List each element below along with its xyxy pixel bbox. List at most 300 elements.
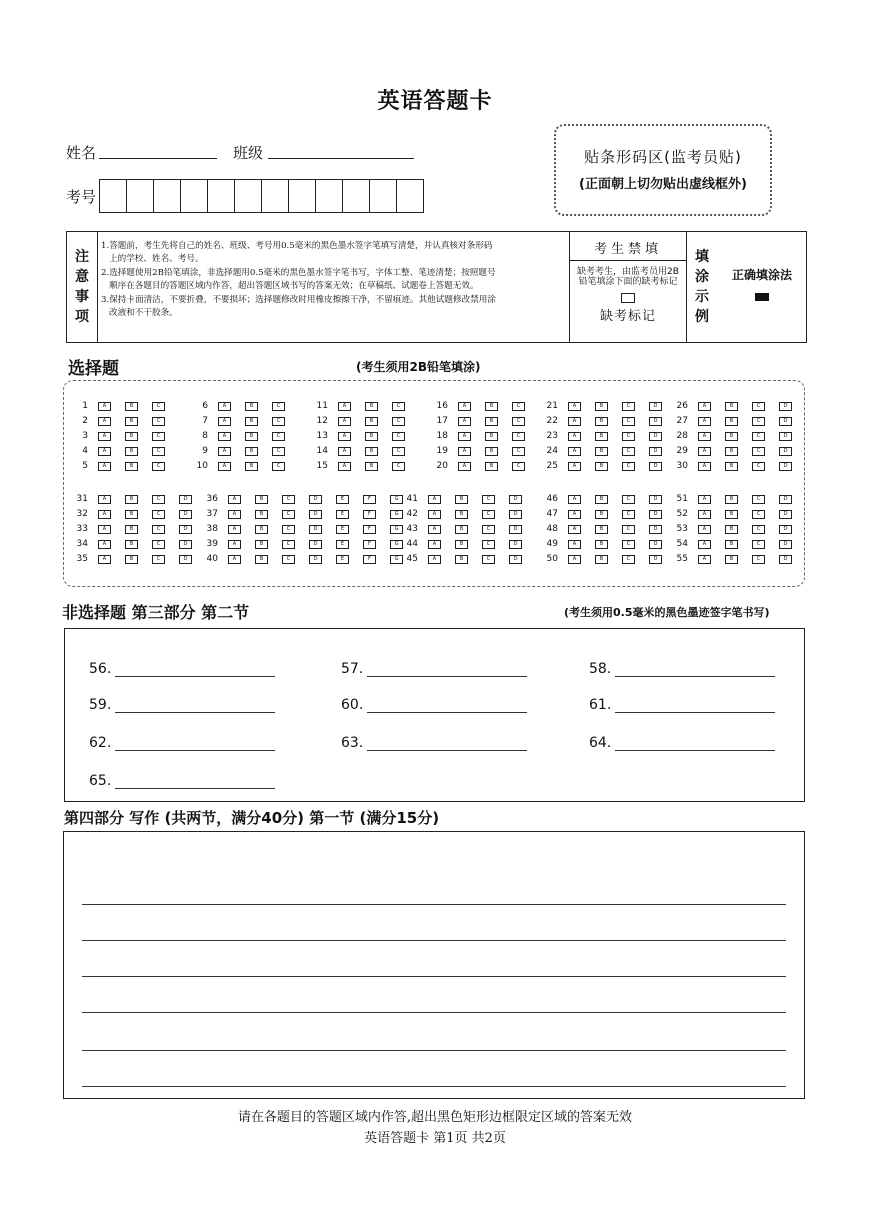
- question-number: 21: [546, 401, 558, 411]
- question-27: [670, 416, 806, 426]
- question-number: 5: [82, 461, 88, 471]
- option-bubble-D[interactable]: D: [309, 555, 322, 564]
- option-bubble-C[interactable]: C: [282, 540, 295, 549]
- option-bubble-C[interactable]: C: [622, 555, 635, 564]
- question-number: 22: [546, 416, 558, 426]
- answer-line[interactable]: [615, 736, 775, 751]
- option-bubble-B[interactable]: B: [255, 510, 268, 519]
- answer-line[interactable]: [615, 698, 775, 713]
- option-bubble-D[interactable]: D: [649, 417, 662, 426]
- option-bubble-A[interactable]: A: [698, 402, 711, 411]
- option-bubble-B[interactable]: B: [365, 432, 378, 441]
- option-bubble-A[interactable]: A: [568, 525, 581, 534]
- option-bubble-A[interactable]: A: [98, 510, 111, 519]
- option-bubble-B[interactable]: B: [125, 555, 138, 564]
- option-bubble-B[interactable]: B: [595, 510, 608, 519]
- blank-number: 61.: [589, 697, 612, 713]
- option-bubble-D[interactable]: D: [309, 495, 322, 504]
- option-bubble-D[interactable]: D: [779, 540, 792, 549]
- option-bubble-D[interactable]: D: [309, 525, 322, 534]
- option-bubble-A[interactable]: A: [698, 540, 711, 549]
- option-bubble-B[interactable]: B: [255, 555, 268, 564]
- option-bubble-A[interactable]: A: [458, 417, 471, 426]
- option-bubble-B[interactable]: B: [725, 510, 738, 519]
- option-bubble-A[interactable]: A: [228, 540, 241, 549]
- option-bubble-B[interactable]: B: [595, 447, 608, 456]
- option-bubble-C[interactable]: C: [482, 555, 495, 564]
- option-bubble-C[interactable]: C: [272, 462, 285, 471]
- blank-57[interactable]: [341, 661, 527, 677]
- option-bubble-A[interactable]: A: [228, 510, 241, 519]
- notice-line: 顺序在各题目的答题区域内作答，超出答题区域书写的答案无效；在草稿纸、试题卷上答题无效。: [109, 281, 479, 291]
- option-bubble-A[interactable]: A: [568, 462, 581, 471]
- writing-line[interactable]: [82, 940, 786, 941]
- question-number: 1: [82, 401, 88, 411]
- option-bubble-C[interactable]: C: [392, 432, 405, 441]
- option-bubble-D[interactable]: D: [779, 432, 792, 441]
- question-11: [310, 401, 419, 411]
- option-bubble-B[interactable]: B: [365, 462, 378, 471]
- option-bubble-E[interactable]: E: [336, 555, 349, 564]
- option-bubble-C[interactable]: C: [752, 402, 765, 411]
- option-bubble-C[interactable]: C: [752, 417, 765, 426]
- option-bubble-B[interactable]: B: [725, 417, 738, 426]
- option-bubble-A[interactable]: A: [338, 462, 351, 471]
- option-bubble-G[interactable]: G: [390, 495, 403, 504]
- option-bubble-D[interactable]: D: [779, 417, 792, 426]
- option-bubble-A[interactable]: A: [98, 540, 111, 549]
- option-bubble-C[interactable]: C: [512, 432, 525, 441]
- question-number: 50: [546, 554, 558, 564]
- question-number: 54: [676, 539, 688, 549]
- option-bubble-A[interactable]: A: [568, 417, 581, 426]
- option-bubble-D[interactable]: D: [779, 555, 792, 564]
- option-bubble-C[interactable]: C: [152, 495, 165, 504]
- blank-number: 56.: [89, 661, 112, 677]
- option-bubble-F[interactable]: F: [363, 540, 376, 549]
- option-bubble-D[interactable]: D: [649, 510, 662, 519]
- option-bubble-B[interactable]: B: [595, 432, 608, 441]
- option-bubble-B[interactable]: B: [125, 525, 138, 534]
- option-bubble-C[interactable]: C: [622, 417, 635, 426]
- option-bubble-B[interactable]: B: [725, 447, 738, 456]
- question-13: [310, 431, 419, 441]
- option-bubble-A[interactable]: A: [98, 525, 111, 534]
- option-bubble-C[interactable]: C: [482, 495, 495, 504]
- option-bubble-C[interactable]: C: [272, 402, 285, 411]
- option-bubble-B[interactable]: B: [125, 417, 138, 426]
- option-bubble-C[interactable]: C: [752, 510, 765, 519]
- answer-line[interactable]: [367, 662, 527, 677]
- option-bubble-A[interactable]: A: [218, 462, 231, 471]
- option-bubble-B[interactable]: B: [595, 525, 608, 534]
- question-number: 42: [406, 509, 418, 519]
- option-bubble-B[interactable]: B: [485, 462, 498, 471]
- option-bubble-D[interactable]: D: [179, 525, 192, 534]
- option-bubble-B[interactable]: B: [245, 417, 258, 426]
- question-8: [190, 431, 299, 441]
- question-number: 13: [316, 431, 328, 441]
- question-38: [200, 524, 417, 534]
- question-number: 25: [546, 461, 558, 471]
- question-number: 52: [676, 509, 688, 519]
- mc-note: (考生须用2B铅笔填涂): [356, 360, 481, 374]
- option-bubble-C[interactable]: C: [152, 525, 165, 534]
- option-bubble-E[interactable]: E: [336, 510, 349, 519]
- option-bubble-B[interactable]: B: [255, 495, 268, 504]
- option-bubble-D[interactable]: D: [779, 495, 792, 504]
- question-24: [540, 446, 676, 456]
- option-bubble-A[interactable]: A: [428, 525, 441, 534]
- question-2: [70, 416, 179, 426]
- option-bubble-A[interactable]: A: [458, 432, 471, 441]
- option-bubble-C[interactable]: C: [152, 417, 165, 426]
- option-bubble-C[interactable]: C: [622, 540, 635, 549]
- option-bubble-C[interactable]: C: [622, 495, 635, 504]
- class-field[interactable]: [268, 140, 414, 159]
- option-bubble-A[interactable]: A: [458, 462, 471, 471]
- option-bubble-A[interactable]: A: [218, 432, 231, 441]
- option-bubble-D[interactable]: D: [179, 540, 192, 549]
- question-52: [670, 509, 806, 519]
- barcode-area: [554, 124, 772, 216]
- question-number: 24: [546, 446, 558, 456]
- option-bubble-C[interactable]: C: [392, 462, 405, 471]
- option-bubble-D[interactable]: D: [649, 525, 662, 534]
- option-bubble-F[interactable]: F: [363, 495, 376, 504]
- absent-mark-box[interactable]: [621, 293, 635, 303]
- option-bubble-D[interactable]: D: [649, 540, 662, 549]
- option-bubble-A[interactable]: A: [568, 402, 581, 411]
- option-bubble-C[interactable]: C: [752, 447, 765, 456]
- option-bubble-G[interactable]: G: [390, 525, 403, 534]
- option-bubble-B[interactable]: B: [595, 540, 608, 549]
- answer-line[interactable]: [115, 698, 275, 713]
- option-bubble-C[interactable]: C: [482, 525, 495, 534]
- blank-60[interactable]: [341, 697, 527, 713]
- option-bubble-C[interactable]: C: [392, 402, 405, 411]
- option-bubble-A[interactable]: A: [228, 525, 241, 534]
- option-bubble-C[interactable]: C: [752, 432, 765, 441]
- option-bubble-A[interactable]: A: [698, 510, 711, 519]
- question-number: 18: [436, 431, 448, 441]
- option-bubble-C[interactable]: C: [152, 510, 165, 519]
- answer-line[interactable]: [115, 662, 275, 677]
- option-bubble-A[interactable]: A: [98, 462, 111, 471]
- option-bubble-C[interactable]: C: [752, 495, 765, 504]
- part3-note: (考生须用0.5毫米的黑色墨迹签字笔书写): [564, 606, 770, 619]
- option-bubble-C[interactable]: C: [482, 510, 495, 519]
- question-number: 37: [206, 509, 218, 519]
- option-bubble-C[interactable]: C: [622, 462, 635, 471]
- question-19: [430, 446, 539, 456]
- option-bubble-D[interactable]: D: [649, 462, 662, 471]
- option-bubble-A[interactable]: A: [218, 402, 231, 411]
- option-bubble-B[interactable]: B: [125, 495, 138, 504]
- question-number: 33: [76, 524, 88, 534]
- option-bubble-B[interactable]: B: [245, 432, 258, 441]
- option-bubble-A[interactable]: A: [698, 525, 711, 534]
- option-bubble-B[interactable]: B: [245, 447, 258, 456]
- option-bubble-B[interactable]: B: [365, 417, 378, 426]
- option-bubble-D[interactable]: D: [179, 495, 192, 504]
- option-bubble-C[interactable]: C: [152, 555, 165, 564]
- option-bubble-B[interactable]: B: [125, 510, 138, 519]
- option-bubble-D[interactable]: D: [179, 510, 192, 519]
- option-bubble-C[interactable]: C: [152, 462, 165, 471]
- option-bubble-A[interactable]: A: [568, 555, 581, 564]
- option-bubble-D[interactable]: D: [779, 447, 792, 456]
- option-bubble-A[interactable]: A: [428, 510, 441, 519]
- option-bubble-C[interactable]: C: [282, 555, 295, 564]
- option-bubble-B[interactable]: B: [255, 540, 268, 549]
- option-bubble-D[interactable]: D: [509, 495, 522, 504]
- option-bubble-B[interactable]: B: [595, 402, 608, 411]
- option-bubble-A[interactable]: A: [698, 417, 711, 426]
- option-bubble-G[interactable]: G: [390, 510, 403, 519]
- question-number: 19: [436, 446, 448, 456]
- option-bubble-A[interactable]: A: [698, 447, 711, 456]
- option-bubble-E[interactable]: E: [336, 495, 349, 504]
- option-bubble-A[interactable]: A: [228, 555, 241, 564]
- option-bubble-A[interactable]: A: [428, 540, 441, 549]
- answer-line[interactable]: [615, 662, 775, 677]
- option-bubble-E[interactable]: E: [336, 540, 349, 549]
- blank-number: 59.: [89, 697, 112, 713]
- option-bubble-F[interactable]: F: [363, 525, 376, 534]
- option-bubble-C[interactable]: C: [512, 447, 525, 456]
- option-bubble-C[interactable]: C: [282, 510, 295, 519]
- option-bubble-A[interactable]: A: [338, 432, 351, 441]
- option-bubble-C[interactable]: C: [392, 417, 405, 426]
- option-bubble-C[interactable]: C: [272, 447, 285, 456]
- option-bubble-C[interactable]: C: [282, 525, 295, 534]
- example-heading-text: 填 涂 示 例: [695, 249, 709, 325]
- option-bubble-A[interactable]: A: [568, 495, 581, 504]
- option-bubble-C[interactable]: C: [752, 540, 765, 549]
- option-bubble-D[interactable]: D: [779, 462, 792, 471]
- option-bubble-A[interactable]: A: [98, 495, 111, 504]
- option-bubble-A[interactable]: A: [98, 447, 111, 456]
- option-bubble-B[interactable]: B: [125, 432, 138, 441]
- option-bubble-B[interactable]: B: [485, 402, 498, 411]
- blank-63[interactable]: [341, 735, 527, 751]
- question-42: [400, 509, 536, 519]
- option-bubble-D[interactable]: D: [509, 555, 522, 564]
- question-6: [190, 401, 299, 411]
- option-bubble-C[interactable]: C: [392, 447, 405, 456]
- option-bubble-C[interactable]: C: [152, 432, 165, 441]
- option-bubble-B[interactable]: B: [245, 402, 258, 411]
- blank-62[interactable]: [89, 735, 275, 751]
- option-bubble-B[interactable]: B: [365, 447, 378, 456]
- writing-box[interactable]: [63, 831, 805, 1099]
- option-bubble-F[interactable]: F: [363, 555, 376, 564]
- blank-58[interactable]: [589, 661, 775, 677]
- option-bubble-A[interactable]: A: [428, 495, 441, 504]
- question-number: 36: [206, 494, 218, 504]
- option-bubble-E[interactable]: E: [336, 525, 349, 534]
- question-number: 29: [676, 446, 688, 456]
- option-bubble-C[interactable]: C: [752, 555, 765, 564]
- option-bubble-C[interactable]: C: [152, 402, 165, 411]
- option-bubble-C[interactable]: C: [622, 525, 635, 534]
- blank-56[interactable]: [89, 661, 275, 677]
- option-bubble-A[interactable]: A: [428, 555, 441, 564]
- option-bubble-D[interactable]: D: [509, 525, 522, 534]
- option-bubble-C[interactable]: C: [152, 540, 165, 549]
- mc-title: 选择题: [68, 359, 119, 379]
- option-bubble-A[interactable]: A: [698, 432, 711, 441]
- question-number: 55: [676, 554, 688, 564]
- option-bubble-B[interactable]: B: [595, 462, 608, 471]
- option-bubble-C[interactable]: C: [482, 540, 495, 549]
- blank-65[interactable]: [89, 773, 275, 789]
- answer-line[interactable]: [115, 774, 275, 789]
- option-bubble-B[interactable]: B: [455, 540, 468, 549]
- option-bubble-D[interactable]: D: [649, 432, 662, 441]
- writing-line[interactable]: [82, 1086, 786, 1087]
- option-bubble-C[interactable]: C: [752, 462, 765, 471]
- option-bubble-A[interactable]: A: [98, 417, 111, 426]
- option-bubble-C[interactable]: C: [752, 525, 765, 534]
- option-bubble-A[interactable]: A: [338, 402, 351, 411]
- option-bubble-D[interactable]: D: [509, 540, 522, 549]
- option-bubble-C[interactable]: C: [272, 417, 285, 426]
- option-bubble-B[interactable]: B: [485, 432, 498, 441]
- option-bubble-B[interactable]: B: [725, 525, 738, 534]
- option-bubble-B[interactable]: B: [125, 540, 138, 549]
- option-bubble-B[interactable]: B: [595, 555, 608, 564]
- answer-line[interactable]: [115, 736, 275, 751]
- option-bubble-A[interactable]: A: [698, 495, 711, 504]
- option-bubble-D[interactable]: D: [649, 555, 662, 564]
- exam-no-boxes[interactable]: [99, 179, 424, 213]
- option-bubble-D[interactable]: D: [309, 510, 322, 519]
- option-bubble-A[interactable]: A: [338, 417, 351, 426]
- option-bubble-B[interactable]: B: [455, 555, 468, 564]
- option-bubble-C[interactable]: C: [512, 402, 525, 411]
- option-bubble-B[interactable]: B: [255, 525, 268, 534]
- question-number: 38: [206, 524, 218, 534]
- option-bubble-C[interactable]: C: [512, 462, 525, 471]
- absent-text: 缺考考生，由监考员用2B铅笔填涂下面的缺考标记: [577, 267, 679, 287]
- question-22: [540, 416, 676, 426]
- answer-line[interactable]: [367, 698, 527, 713]
- writing-line[interactable]: [82, 1012, 786, 1013]
- option-bubble-A[interactable]: A: [228, 495, 241, 504]
- option-bubble-C[interactable]: C: [622, 447, 635, 456]
- option-bubble-A[interactable]: A: [218, 447, 231, 456]
- option-bubble-B[interactable]: B: [725, 432, 738, 441]
- option-bubble-B[interactable]: B: [125, 402, 138, 411]
- option-bubble-C[interactable]: C: [622, 432, 635, 441]
- option-bubble-D[interactable]: D: [649, 447, 662, 456]
- question-number: 7: [202, 416, 208, 426]
- option-bubble-A[interactable]: A: [98, 432, 111, 441]
- option-bubble-D[interactable]: D: [779, 525, 792, 534]
- option-bubble-A[interactable]: A: [338, 447, 351, 456]
- question-45: [400, 554, 536, 564]
- question-number: 44: [406, 539, 418, 549]
- option-bubble-B[interactable]: B: [455, 510, 468, 519]
- blank-number: 57.: [341, 661, 364, 677]
- option-bubble-G[interactable]: G: [390, 540, 403, 549]
- option-bubble-F[interactable]: F: [363, 510, 376, 519]
- option-bubble-B[interactable]: B: [455, 495, 468, 504]
- option-bubble-A[interactable]: A: [458, 402, 471, 411]
- option-bubble-B[interactable]: B: [725, 495, 738, 504]
- option-bubble-B[interactable]: B: [595, 495, 608, 504]
- option-bubble-D[interactable]: D: [309, 540, 322, 549]
- option-bubble-B[interactable]: B: [485, 417, 498, 426]
- writing-line[interactable]: [82, 1050, 786, 1051]
- writing-line[interactable]: [82, 904, 786, 905]
- question-number: 2: [82, 416, 88, 426]
- option-bubble-A[interactable]: A: [568, 447, 581, 456]
- option-bubble-D[interactable]: D: [509, 510, 522, 519]
- name-field[interactable]: [99, 140, 217, 159]
- option-bubble-A[interactable]: A: [98, 555, 111, 564]
- option-bubble-B[interactable]: B: [125, 462, 138, 471]
- option-bubble-C[interactable]: C: [152, 447, 165, 456]
- option-bubble-A[interactable]: A: [698, 555, 711, 564]
- answer-line[interactable]: [367, 736, 527, 751]
- option-bubble-A[interactable]: A: [458, 447, 471, 456]
- option-bubble-D[interactable]: D: [779, 510, 792, 519]
- option-bubble-A[interactable]: A: [568, 540, 581, 549]
- option-bubble-C[interactable]: C: [282, 495, 295, 504]
- question-number: 17: [436, 416, 448, 426]
- option-bubble-B[interactable]: B: [125, 447, 138, 456]
- fill-in-box: [64, 628, 805, 802]
- question-number: 10: [196, 461, 208, 471]
- option-bubble-D[interactable]: D: [649, 495, 662, 504]
- option-bubble-A[interactable]: A: [568, 510, 581, 519]
- writing-line[interactable]: [82, 976, 786, 977]
- option-bubble-A[interactable]: A: [698, 462, 711, 471]
- notice-heading: [67, 232, 98, 342]
- option-bubble-D[interactable]: D: [649, 402, 662, 411]
- option-bubble-D[interactable]: D: [179, 555, 192, 564]
- option-bubble-B[interactable]: B: [725, 402, 738, 411]
- option-bubble-B[interactable]: B: [595, 417, 608, 426]
- option-bubble-B[interactable]: B: [725, 540, 738, 549]
- option-bubble-C[interactable]: C: [622, 510, 635, 519]
- question-number: 53: [676, 524, 688, 534]
- option-bubble-B[interactable]: B: [725, 555, 738, 564]
- option-bubble-G[interactable]: G: [390, 555, 403, 564]
- option-bubble-B[interactable]: B: [725, 462, 738, 471]
- option-bubble-A[interactable]: A: [218, 417, 231, 426]
- question-number: 16: [436, 401, 448, 411]
- option-bubble-A[interactable]: A: [568, 432, 581, 441]
- question-55: [670, 554, 806, 564]
- option-bubble-B[interactable]: B: [245, 462, 258, 471]
- blank-64[interactable]: [589, 735, 775, 751]
- option-bubble-C[interactable]: C: [622, 402, 635, 411]
- option-bubble-B[interactable]: B: [455, 525, 468, 534]
- option-bubble-A[interactable]: A: [98, 402, 111, 411]
- blank-59[interactable]: [89, 697, 275, 713]
- blank-61[interactable]: [589, 697, 775, 713]
- option-bubble-C[interactable]: C: [512, 417, 525, 426]
- option-bubble-C[interactable]: C: [272, 432, 285, 441]
- question-12: [310, 416, 419, 426]
- option-bubble-B[interactable]: B: [485, 447, 498, 456]
- option-bubble-B[interactable]: B: [365, 402, 378, 411]
- option-bubble-D[interactable]: D: [779, 402, 792, 411]
